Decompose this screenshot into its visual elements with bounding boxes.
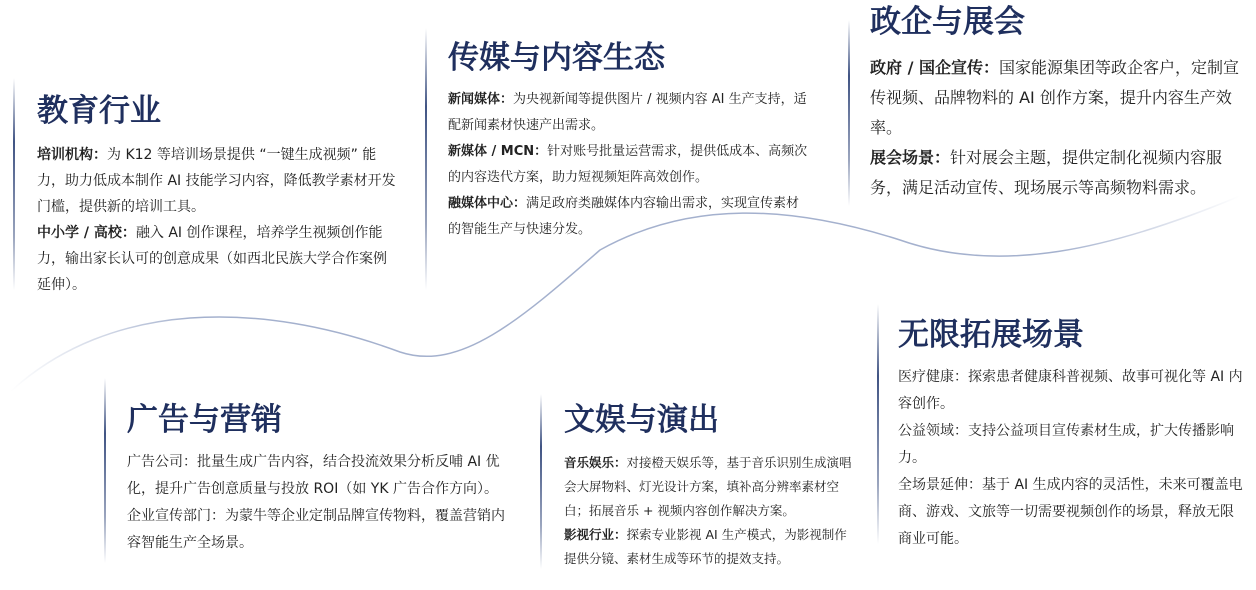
paragraph-label: 新媒体 / MCN： xyxy=(448,144,548,160)
section-media xyxy=(448,41,808,243)
paragraph-text: 针对账号批量运营需求，提供低成本、高频次的内容迭代方案，助力短视频矩阵高效创作。 xyxy=(448,144,808,186)
paragraph xyxy=(870,143,1254,203)
accent-line-media xyxy=(425,28,427,290)
paragraph-text: 融入 AI 创作课程，培养学生视频创作能力，输出家长认可的创意成果（如西北民族大学合作案例延伸）。 xyxy=(37,225,387,294)
accent-line-entertainment xyxy=(540,394,542,569)
paragraph-text: 国家能源集团等政企客户，定制宣传视频、品牌物料的 AI 创作方案，提升内容生产效率。 xyxy=(870,58,1240,138)
paragraph-text: 针对展会主题，提供定制化视频内容服务，满足活动宣传、现场展示等高频物料需求。 xyxy=(870,148,1223,198)
accent-line-government xyxy=(848,20,850,206)
paragraph xyxy=(448,139,808,191)
paragraph xyxy=(564,523,856,571)
section-entertainment xyxy=(564,403,856,571)
paragraph-text: 全场景延伸：基于 AI 生成内容的灵活性，未来可覆盖电商、游戏、文旅等一切需要视频创作的场景，释放无限商业可能。 xyxy=(898,477,1243,548)
paragraph-text: 企业宣传部门：为蒙牛等企业定制品牌宣传物料，覆盖营销内容智能生产全场景。 xyxy=(127,508,505,552)
paragraph-label: 新闻媒体： xyxy=(448,92,514,108)
paragraph xyxy=(898,418,1243,472)
paragraph-label: 展会场景： xyxy=(870,148,951,168)
paragraph xyxy=(127,503,507,557)
section-government xyxy=(870,5,1254,203)
section-title-advertising: 广告与营销 xyxy=(127,402,282,438)
paragraph-text: 为央视新闻等提供图片 / 视频内容 AI 生产支持，适配新闻素材快速产出需求。 xyxy=(448,92,807,134)
section-education xyxy=(37,94,397,298)
section-title-government: 政企与展会 xyxy=(870,4,1025,40)
section-unlimited xyxy=(898,318,1243,553)
accent-line-education xyxy=(13,78,15,290)
paragraph xyxy=(870,53,1254,143)
paragraph-text: 对接橙天娱乐等，基于音乐识别生成演唱会大屏物料、灯光设计方案，填补高分辨率素材空白；拓展音乐 + 视频内容创作解决方案。 xyxy=(564,455,852,519)
section-title-unlimited: 无限拓展场景 xyxy=(898,317,1084,353)
paragraph-label: 中小学 / 高校： xyxy=(37,225,136,242)
paragraph xyxy=(37,220,397,298)
paragraph-text: 医疗健康：探索患者健康科普视频、故事可视化等 AI 内容创作。 xyxy=(898,369,1243,413)
paragraph-text: 公益领域：支持公益项目宣传素材生成，扩大传播影响力。 xyxy=(898,423,1234,467)
paragraph xyxy=(127,449,507,503)
paragraph-label: 融媒体中心： xyxy=(448,196,527,212)
accent-line-advertising xyxy=(104,378,106,563)
paragraph xyxy=(898,364,1243,418)
paragraph-label: 政府 / 国企宣传： xyxy=(870,58,999,78)
section-title-media: 传媒与内容生态 xyxy=(448,40,665,76)
paragraph-text: 探索专业影视 AI 生产模式，为影视制作提供分镜、素材生成等环节的提效支持。 xyxy=(564,527,847,567)
paragraph-text: 满足政府类融媒体内容输出需求，实现宣传素材的智能生产与快速分发。 xyxy=(448,196,800,238)
accent-line-unlimited xyxy=(877,304,879,544)
section-title-education: 教育行业 xyxy=(37,93,161,129)
paragraph-label: 影视行业： xyxy=(564,527,627,543)
paragraph xyxy=(564,451,856,523)
paragraph xyxy=(448,191,808,243)
paragraph xyxy=(37,142,397,220)
section-advertising xyxy=(127,403,507,557)
section-title-entertainment: 文娱与演出 xyxy=(564,402,719,438)
paragraph xyxy=(448,87,808,139)
paragraph-label: 培训机构： xyxy=(37,147,107,164)
paragraph xyxy=(898,472,1243,553)
paragraph-text: 广告公司：批量生成广告内容，结合投流效果分析反哺 AI 优化，提升广告创意质量与投放 ROI（如 YK 广告合作方向）。 xyxy=(127,454,500,498)
paragraph-text: 为 K12 等培训场景提供 “一键生成视频” 能力，助力低成本制作 AI 技能学习内容，降低教学素材开发门槛，提供新的培训工具。 xyxy=(37,147,396,216)
paragraph-label: 音乐娱乐： xyxy=(564,455,627,471)
